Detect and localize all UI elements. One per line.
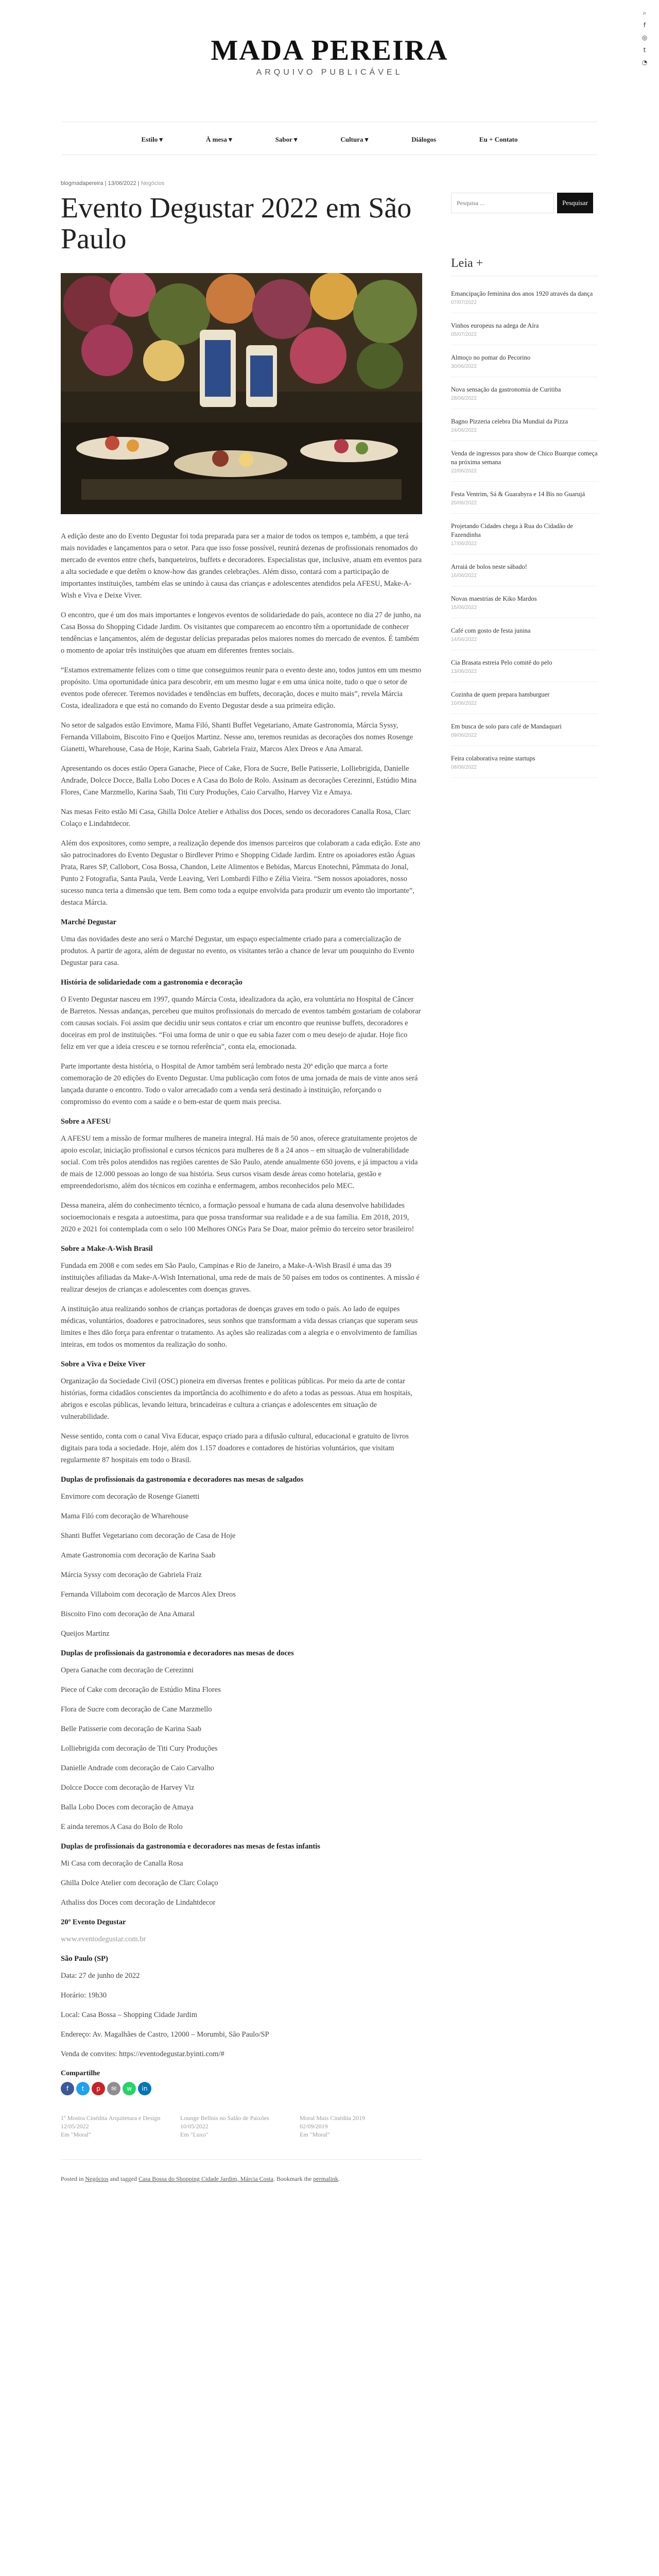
related-post-category: Em "Moral" [300, 2131, 330, 2138]
section-heading: Marché Degustar [61, 918, 117, 926]
paragraph: Márcia Syssy com decoração de Gabriela Fraiz [61, 1571, 202, 1579]
paragraph: A AFESU tem a missão de formar mulheres de maneira integral. Há mais de 50 anos, oferece gratuitamente projetos de apoio escolar, iniciação profissional e cursos técnicos para mulheres de 8 a 24 anos – em situação de vulnerabilidade social. Com três polos atendidos nas regiões carentes de São Paulo, atende anualmente 650 jovens, e já impactou a vida de mais de 12.000 pessoas ao longo de sua história. Seus cursos visam desde áreas como hotelaria, gestão e empreendedorismo, além dos técnicos em cozinha e enfermagem, ambos reconhecidos pelo MEC. [61, 1134, 418, 1190]
paragraph: Endereço: Av. Magalhães de Castro, 12000 – Morumbi, São Paulo/SP [61, 2030, 269, 2039]
twitter-icon[interactable]: t [643, 46, 646, 54]
post-date: 13/06/2022 [108, 180, 136, 187]
post-title: Evento Degustar 2022 em São Paulo [61, 192, 412, 255]
main-content [61, 180, 422, 2183]
facebook-icon[interactable]: f [61, 2082, 74, 2095]
list-item [451, 286, 598, 313]
paragraph: “Estamos extremamente felizes com o time que conseguimos reunir para o evento deste ano, todos juntos em um mesmo propósito. Uma oportunidade única para descobrir, em um mesmo lugar e em uma única noite, tudo o que o setor de eventos pode oferecer. Teremos novidades e tendências em buffets, decoração, doces e muito mais”, revela Márcia Costa, idealizadora e que está no comando do Evento Degustar desde a sua primeira edição. [61, 666, 422, 710]
nav-item-estilo[interactable]: Estilo ▾ [141, 135, 163, 143]
sidebar [451, 193, 598, 783]
recent-post-date: 09/06/2022 [451, 733, 477, 738]
recent-posts-list [451, 286, 598, 778]
paragraph: A instituição atua realizando sonhos de crianças portadoras de doenças graves em todo o país. Ao lado de equipes médicas, voluntários, doadores e patrocinadores, seus sonhos que transformam a vida dessas crianças que superam seus limites e lhes dão força para enfrentar o tratamento. As ações são realizadas com a alegria e o envolvimento de famílias inteiras, em todos os momentos da realização do sonho. [61, 1305, 418, 1349]
recent-post-title[interactable]: Café com gosto de festa junina [451, 627, 531, 634]
footer-meta-suffix: . [338, 2175, 340, 2182]
paragraph: A edição deste ano do Evento Degustar foi toda preparada para ser a maior de todos os tempos e, também, a que terá mais novidades e lançamentos para o setor. Para que isso fosse possível, reunirá dezenas de profissionais renomados do mercado de eventos entre chefs, banqueteiros, buffets e decoradores. Especialistas que, inclusive, atuam em eventos para a alta sociedade e que detêm o know-how das grandes celebrações. Além disso, contará com a participação de importantes instituições, também elas se unindo à causa das crianças e adolescentes atendidos pela AFESU, Make-A-Wish e Viva e Deixe Viver. [61, 532, 422, 600]
pinterest-icon[interactable]: p [92, 2082, 105, 2095]
recent-post-title[interactable]: Nova sensação da gastronomia de Curitiba [451, 386, 561, 393]
paragraph: Ghilla Dolce Atelier com decoração de Clarc Colaço [61, 1879, 218, 1887]
paragraph: Lolliebrigida com decoração de Titi Cury Produções [61, 1744, 218, 1753]
recent-post-date: 05/07/2022 [451, 332, 477, 337]
list-item [451, 623, 598, 650]
list-item [451, 446, 598, 482]
recent-post-title[interactable]: Cia Brasata estreia Pelo comitê do pelo [451, 659, 552, 666]
instagram-icon[interactable]: ◎ [641, 34, 648, 41]
recent-post-title[interactable]: Vinhos europeus na adega de Aíra [451, 322, 539, 329]
event-link[interactable]: www.eventodegustar.com.br [61, 1935, 146, 1943]
search-input[interactable] [451, 193, 554, 213]
related-posts [61, 2114, 422, 2139]
recent-post-title[interactable]: Emancipação feminina dos anos 1920 através da dança [451, 290, 593, 297]
related-post[interactable] [61, 2114, 171, 2139]
facebook-icon[interactable]: f [643, 22, 646, 29]
list-item [451, 751, 598, 778]
post-meta: blogmadapereira | 13/06/2022 | Negócios [61, 180, 165, 187]
paragraph: O Evento Degustar nasceu em 1997, quando Márcia Costa, idealizadora da ação, era voluntária no Hospital de Câncer de Barretos. Nessas andanças, percebeu que muitos profissionais do mercado de eventos também gostariam de colaborar com causas sociais. Foi assim que decidiu unir seus contatos e criar um encontro que reunisse buffets, decoradores e doceiras em prol de instituições. “Foi uma forma de unir o que eu sabia fazer com o meu desejo de ajudar. Hoje fico feliz em ver que a ideia cresceu e se tornou referência”, conta ela, emocionada. [61, 995, 421, 1051]
section-heading: 20º Evento Degustar [61, 1918, 126, 1926]
whatsapp-icon[interactable]: w [123, 2082, 136, 2095]
nav-item-dialogos[interactable]: Diálogos [411, 135, 436, 143]
recent-post-title[interactable]: Venda de ingressos para show de Chico Buarque começa na próxima semana [451, 450, 598, 466]
recent-post-title[interactable]: Em busca de solo para café de Mandaquari [451, 723, 562, 730]
featured-image-graphic [61, 273, 422, 514]
paragraph: Nesse sentido, conta com o canal Viva Educar, espaço criado para a difusão cultural, educacional e gratuito de livros digitais para toda a sociedade. Hoje, além dos 1.157 doadores e contadores de histórias voluntários, que visitam regularmente 87 hospitais em todo o Brasil. [61, 1432, 409, 1464]
recent-post-title[interactable]: Novas maestrias de Kiko Mardos [451, 595, 537, 602]
recent-post-title[interactable]: Arraiá de bolos neste sábado! [451, 563, 527, 570]
rss-icon[interactable]: ◔ [641, 59, 648, 66]
recent-post-title[interactable]: Bagno Pizzeria celebra Dia Mundial da Pizza [451, 418, 568, 425]
sidebar-heading: Leia + [451, 257, 598, 276]
paragraph: Venda de convites: https://eventodegustar.byinti.com/# [61, 2050, 224, 2058]
nav-item-eu-contato[interactable]: Eu + Contato [479, 135, 518, 143]
recent-post-date: 10/06/2022 [451, 701, 477, 706]
paragraph: Nas mesas Feito estão Mi Casa, Ghilla Dolce Atelier e Athaliss dos Doces, sendo os decoradores Canalla Rosa, Clarc Colaço e Lindahtdecor. [61, 808, 411, 828]
paragraph: Horário: 19h30 [61, 1991, 107, 1999]
email-icon[interactable]: ✉ [107, 2082, 120, 2095]
section-heading: História de solidariedade com a gastronomia e decoração [61, 978, 242, 987]
twitter-icon[interactable]: t [76, 2082, 90, 2095]
paragraph: Shanti Buffet Vegetariano com decoração de Casa de Hoje [61, 1532, 236, 1540]
paragraph: Uma das novidades deste ano será o Marché Degustar, um espaço especialmente criado para a comercialização de produtos. A partir de agora, além de degustar no evento, os visitantes terão a chance de levar um pouquinho do Evento Degustar para casa. [61, 935, 414, 967]
section-heading: São Paulo (SP) [61, 1955, 108, 1963]
search-button[interactable]: Pesquisar [557, 193, 593, 213]
section-heading: Duplas de profissionais da gastronomia e decoradores nas mesas de doces [61, 1649, 294, 1657]
site-tagline: ARQUIVO PUBLICÁVEL [256, 68, 403, 77]
recent-post-date: 13/06/2022 [451, 669, 477, 674]
related-post-date: 10/05/2022 [180, 2123, 209, 2130]
recent-post-date: 07/07/2022 [451, 300, 477, 306]
list-item [451, 414, 598, 441]
list-item [451, 591, 598, 618]
recent-post-title[interactable]: Almoço no pomar do Pecorino [451, 354, 531, 361]
recent-post-date: 16/06/2022 [451, 573, 477, 579]
list-item [451, 350, 598, 377]
nav-item-sabor[interactable]: Sabor ▾ [275, 135, 298, 143]
recent-post-title[interactable]: Festa Ventrim, Sá & Guarabyra e 14 Bis no Guarujá [451, 490, 585, 498]
paragraph: Fundada em 2008 e com sedes em São Paulo, Campinas e Rio de Janeiro, a Make-A-Wish Brasil é uma das 39 instituições afiliadas da Make-A-Wish International, uma rede de mais de 50 países em todos os continentes. A missão é realizar desejos de crianças e adolescentes com doenças graves. [61, 1262, 420, 1294]
paragraph: Além dos expositores, como sempre, a realização depende dos imensos parceiros que colaboram a cada edição. Este ano são patrocinadores do Evento Degustar o Birdlever Primo e Shopping Cidade Jardim. Entre os apoiadores estão Águas Prata, Rares SP, Callobort, Cosa Bossa, Chandon, Leite Alimentos e Bebidas, Marcus Enotechni, Pâmmata do Jonal, Punto 2 Fotografia, Santa Paula, Verde Leaving, Veri Lombardi Filho e Zélia Vieira. “Sem nossos apoiadores, nosso sucesso nunca teria a dimensão que tem. Bem como toda a equipe envolvida para produzir um evento tão importante”, destaca Márcia. [61, 839, 421, 907]
related-post[interactable] [180, 2114, 290, 2139]
related-post-date: 02/09/2019 [300, 2123, 328, 2130]
share-buttons [61, 2082, 422, 2095]
paragraph: Balla Lobo Doces com decoração de Amaya [61, 1803, 194, 1811]
recent-post-date: 28/06/2022 [451, 396, 477, 401]
paragraph: Danielle Andrade com decoração de Caio Carvalho [61, 1764, 214, 1772]
related-post-title[interactable]: Moral Mais Cinédita 2019 [300, 2114, 365, 2122]
related-post[interactable] [300, 2114, 410, 2139]
list-item [451, 382, 598, 409]
paragraph: Local: Casa Bossa – Shopping Cidade Jardim [61, 2011, 197, 2019]
paragraph: Opera Ganache com decoração de Cerezinni [61, 1666, 194, 1674]
list-item [451, 655, 598, 682]
recent-post-date: 30/06/2022 [451, 364, 477, 369]
recent-post-date: 17/06/2022 [451, 541, 477, 547]
footer-meta-category[interactable]: Negócios [85, 2175, 109, 2182]
paragraph: Athaliss dos Doces com decoração de Lindahtdecor [61, 1899, 216, 1907]
nav-item-a-mesa[interactable]: À mesa ▾ [206, 135, 232, 143]
post-category[interactable]: Negócios [141, 180, 165, 187]
site-logo[interactable]: MADA PEREIRA [211, 35, 448, 66]
paragraph: Fernanda Villaboim com decoração de Marcos Alex Dreos [61, 1590, 236, 1599]
section-heading: Sobre a Make-A-Wish Brasil [61, 1245, 153, 1253]
recent-post-title[interactable]: Projetando Cidades chega à Rua do Cidadão de Fazendinha [451, 522, 574, 538]
paragraph: Piece of Cake com decoração de Estúdio Mina Flores [61, 1686, 221, 1694]
search-form [451, 193, 598, 215]
paragraph: Mama Filó com decoração de Wharehouse [61, 1512, 189, 1520]
related-post-category: Em "Luxo" [180, 2131, 209, 2138]
paragraph: Organização da Sociedade Civil (OSC) pioneira em diversas frentes e políticas públicas. Por meio da arte de contar histórias, forma cidadãos conscientes da importância do acolhimento e do afeto a todas as pessoas. Atua em hospitais, abrigos e escolas públicas, levando leitura, brincadeiras e cultura a crianças e adolescentes em situação de vulnerabilidade. [61, 1377, 412, 1421]
search-icon[interactable]: ⌕ [643, 9, 647, 16]
paragraph: Apresentando os doces estão Opera Ganache, Piece of Cake, Flora de Sucre, Belle Patisserie, Lolliebrigida, Danielle Andrade, Dolcce Docce, Balla Lobo Doces e A Casa do Bolo de Rolo. Assinam as decorações Cerezinni, Estúdio Mina Flores, Cane Marzmello, Karina Saab, Titi Cury Produções, Caio Carvalho, Harvey Viz e Amaya. [61, 765, 417, 796]
recent-post-date: 08/06/2022 [451, 765, 477, 770]
section-heading: Sobre a Viva e Deixe Viver [61, 1360, 146, 1368]
paragraph: Flora de Sucre com decoração de Cane Marzmello [61, 1705, 212, 1714]
share-section [61, 2070, 422, 2095]
related-post-title[interactable]: Lounge Bellnis no Salão de Paixões [180, 2114, 269, 2122]
paragraph: O encontro, que é um dos mais importantes e longevos eventos de solidariedade do país, acontece no dia 27 de junho, na Casa Bossa do Shopping Cidade Jardim. Os visitantes que comparecem ao encontro têm a oportunidade de conhecer tendências e lançamentos, além de degustar delícias preparadas pelos maiores nomes do mercado de eventos. É também o momento de apoiar três instituições que atuam em diferentes frentes sociais. [61, 611, 421, 655]
paragraph: E ainda teremos A Casa do Bolo de Rolo [61, 1823, 183, 1831]
list-item [451, 318, 598, 345]
recent-post-title[interactable]: Feira colaborativa reúne startups [451, 755, 535, 762]
paragraph: Envimore com decoração de Rosenge Gianetti [61, 1493, 200, 1501]
section-heading: Sobre a AFESU [61, 1117, 111, 1126]
post-content [61, 531, 422, 2060]
footer-meta-tags[interactable]: Casa Bossa do Shopping Cidade Jardim, Márcia Costa [138, 2175, 273, 2182]
nav-item-cultura[interactable]: Cultura ▾ [340, 135, 369, 143]
paragraph: No setor de salgados estão Envimore, Mama Filó, Shanti Buffet Vegetariano, Amate Gastronomia, Márcia Syssy, Fernanda Villaboim, Biscoito Fino e Queijos Martinz. Nesse ano, teremos reunidas as decorações dos nomes Rosenge Gianetti, Wharehouse, Casa de Hoje, Karina Saab, Gabriela Fraiz, Marcos Alex Dreos e Ana Amaral. [61, 721, 413, 753]
featured-image [61, 273, 422, 514]
paragraph: Dolcce Docce com decoração de Harvey Viz [61, 1784, 195, 1792]
recent-post-title[interactable]: Cozinha de quem prepara hamburguer [451, 691, 550, 698]
list-item [451, 719, 598, 746]
linkedin-icon[interactable]: in [138, 2082, 151, 2095]
section-heading: Duplas de profissionais da gastronomia e decoradores nas mesas de festas infantis [61, 1842, 320, 1851]
related-post-title[interactable]: 1º Mostra Cinédita Arquitetura e Design [61, 2114, 161, 2122]
site-header [0, 36, 659, 77]
recent-post-date: 14/06/2022 [451, 637, 477, 642]
recent-post-date: 20/06/2022 [451, 500, 477, 506]
footer-meta-prefix: Posted in [61, 2175, 84, 2182]
recent-post-date: 22/06/2022 [451, 468, 477, 474]
paragraph: Belle Patisserie com decoração de Karina Saab [61, 1725, 201, 1733]
footer-meta-bookmark: . Bookmark the [273, 2175, 312, 2182]
paragraph: Amate Gastronomia com decoração de Karina Saab [61, 1551, 216, 1560]
main-navigation [62, 135, 597, 144]
paragraph: Data: 27 de junho de 2022 [61, 1972, 140, 1980]
list-item [451, 560, 598, 586]
section-heading: Duplas de profissionais da gastronomia e decoradores nas mesas de salgados [61, 1476, 304, 1484]
list-item [451, 687, 598, 714]
list-item [451, 487, 598, 514]
paragraph: Dessa maneira, além do conhecimento técnico, a formação pessoal e humana de cada aluna desenvolve habilidades socioemocionais e resgata a autoestima, para que possa transformar sua realidade e a de sua família. Em 2018, 2019, 2020 e 2021 foi contemplada com o selo 100 Melhores ONGs Para Se Doar, maior prêmio do terceiro setor brasileiro! [61, 1201, 414, 1233]
recent-post-date: 24/06/2022 [451, 428, 477, 433]
recent-post-date: 15/06/2022 [451, 605, 477, 611]
permalink-link[interactable]: permalink [313, 2175, 338, 2182]
related-post-date: 12/05/2022 [61, 2123, 89, 2130]
paragraph: Queijos Martinz [61, 1630, 110, 1638]
paragraph: Parte importante desta história, o Hospital de Amor também será lembrado nesta 20ª edição que marca a forte comemoração de 20 edições do Evento Degustar. Uma publicação com fotos de uma jornada de mais de vinte anos será lançada durante o encontro. Todo o valor arrecadado com a venda será destinado à instituição, reforçando o compromisso do evento com a saúde e o bem-estar de quem mais precisa. [61, 1062, 418, 1106]
list-item [451, 519, 598, 554]
post-footer-meta [61, 2159, 422, 2183]
post-author[interactable]: blogmadapereira [61, 180, 103, 187]
paragraph: Mi Casa com decoração de Canalla Rosa [61, 1859, 183, 1868]
related-post-category: Em "Moral" [61, 2131, 91, 2138]
footer-meta-tagged: and tagged [110, 2175, 137, 2182]
paragraph: Biscoito Fino com decoração de Ana Amaral [61, 1610, 195, 1618]
share-title: Compartilhe [61, 2070, 100, 2077]
